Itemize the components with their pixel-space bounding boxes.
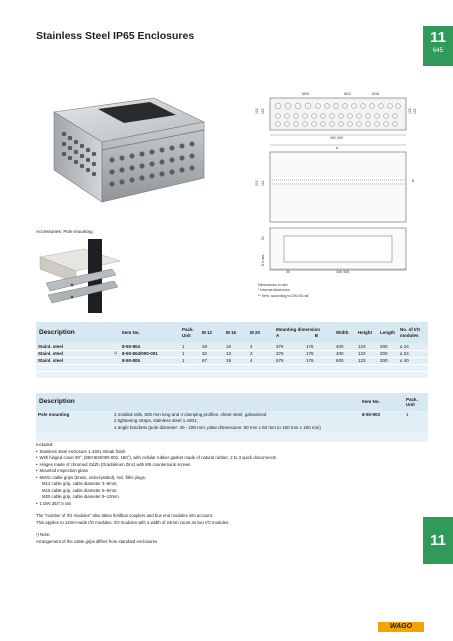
cell-item: 8-50-805 xyxy=(120,357,180,364)
included-section xyxy=(36,442,416,545)
dim-side-b: B xyxy=(412,179,415,183)
list-item: • 1 DIN 35/7.5 rail xyxy=(36,501,416,508)
accessories-label: Accessories: Pole mounting xyxy=(36,229,93,234)
cell-contents xyxy=(112,411,360,432)
cell-pack: 1 xyxy=(180,357,200,364)
dim-inner-30: 30 xyxy=(261,236,265,240)
footnote-title: ¹) Note: xyxy=(36,532,51,537)
dim-left-2: 115 xyxy=(261,108,265,114)
list-item: • With hinged cover 90°, (850-804/000-001: 180°), with cellular rubber gasket made of natural rubber; 2 to 3 quick disconnects xyxy=(36,455,416,462)
dim-base-30: 30 xyxy=(286,270,290,274)
page-title: Stainless Steel IP65 Enclosures xyxy=(36,30,195,42)
cell-m12: 67 xyxy=(200,357,224,364)
wago-logo: WAGO xyxy=(378,622,424,632)
cell-length: 200 xyxy=(378,343,398,350)
enclosure-photo xyxy=(36,92,214,217)
col-spacer xyxy=(112,393,360,411)
chapter-number: 11 xyxy=(430,29,446,46)
cell-m20: 2 xyxy=(248,350,274,357)
dim-a: A xyxy=(336,146,339,150)
col-a: A xyxy=(276,332,280,338)
cell-m16: 19 xyxy=(224,357,248,364)
col-m20: M 20 xyxy=(248,322,274,343)
dim-right-1: 123 xyxy=(408,108,412,114)
dim-right-2: 115 xyxy=(413,108,417,114)
table-row xyxy=(36,357,428,364)
chapter-tab xyxy=(423,26,453,66)
cell-m12: 28 xyxy=(200,343,224,350)
col-m16: M 16 xyxy=(224,322,248,343)
table-spacer xyxy=(36,371,428,378)
list-subitem: M20 cable grip, cable diameter 9–13mm xyxy=(42,494,119,499)
dim-height-1: 200 xyxy=(255,180,259,186)
table-header-row xyxy=(36,322,428,343)
cell-desc: Pole mounting xyxy=(36,411,112,432)
contents-line: 2 molded rails, 600 mm long and 4 clamping profiles, sheet steel, galvanized xyxy=(114,412,267,417)
col-m12: M 12 xyxy=(200,322,224,343)
modules-note-2: This applies to 12mm-wide I/O modules. I/O modules with a width of 24mm count as two I/O modules. xyxy=(36,519,230,525)
cell-width: 600 xyxy=(334,357,356,364)
contents-line: 2 tightening straps, stainless steel 1.4301; xyxy=(114,418,198,424)
cell-modules: ≤ 24 xyxy=(398,343,428,350)
dim-inner-85: 8.5 mm xyxy=(261,254,265,266)
dim-width: 400, 600 xyxy=(330,136,344,140)
cell-b: 176 xyxy=(304,357,334,364)
cell-m20: 4 xyxy=(248,357,274,364)
col-item-no: Item No. xyxy=(120,322,180,343)
note-line: ** Item: according to DIN 35 rail xyxy=(258,293,309,298)
cell-height: 123 xyxy=(356,350,378,357)
chapter-side-tab: 11 xyxy=(423,517,453,564)
cell-width: 400 xyxy=(334,350,356,357)
pole-mounting-photo xyxy=(36,239,120,313)
page-number: 645 xyxy=(432,48,443,54)
col-pack-unit: Pack. Unit xyxy=(404,393,428,411)
col-pack-unit: Pack. Unit xyxy=(180,322,200,343)
cell-desc: Stainl. steel xyxy=(36,350,114,357)
col-mounting xyxy=(274,322,334,343)
cell-width: 400 xyxy=(334,343,356,350)
cell-m12: 32 xyxy=(200,350,224,357)
col-modules: No. of I/O modules xyxy=(398,322,428,343)
col-width: Width xyxy=(334,322,356,343)
cell-b: 176 xyxy=(304,343,334,350)
table-spacer xyxy=(36,432,428,442)
cell-modules: ≤ 40 xyxy=(398,357,428,364)
contents-line: 4 angle brackets (pole diameter: 40 - 190 mm; plate dimensions: 50 mm x 50 mm to 150 mm x 150 mm) xyxy=(114,424,321,430)
dim-height-2: 112 xyxy=(261,180,265,186)
cell-length: 200 xyxy=(378,357,398,364)
cell-m20: 4 xyxy=(248,343,274,350)
included-list xyxy=(36,449,416,508)
cell-a: 376 xyxy=(274,343,304,350)
dim-left-1: 123 xyxy=(255,108,259,114)
list-item: • Stainless steel enclosure 1.4301 streak finish xyxy=(36,449,416,456)
footnote-text: Arrangement of the cable grips differs from standard enclosures xyxy=(36,538,158,544)
cell-pack: 1 xyxy=(404,411,428,432)
col-length: Length xyxy=(378,322,398,343)
cell-footnote: 1) xyxy=(114,350,120,357)
enclosure-table xyxy=(36,322,428,379)
cell-desc: Stainl. steel xyxy=(36,343,114,350)
col-height: Height xyxy=(356,322,378,343)
cell-pack: 1 xyxy=(180,350,200,357)
cell-desc: Stainl. steel xyxy=(36,357,114,364)
table-row xyxy=(36,411,428,432)
dim-base-width: 345, 545 xyxy=(336,270,350,274)
list-item: • Hinges made of chromed GdZn (Gradokirum Zinc) with M5 countersunk screws xyxy=(36,462,416,469)
list-item: • Metric cable grips (brass, nickel-plated), incl. filler plugs: xyxy=(36,475,416,482)
cell-modules: ≤ 24 xyxy=(398,350,428,357)
cell-item: 8-50-903 xyxy=(360,411,404,432)
label-m12: M12 xyxy=(344,92,351,96)
cell-m16: 16 xyxy=(224,343,248,350)
label-m20: M20 xyxy=(302,92,309,96)
col-description: Description xyxy=(36,322,114,343)
cell-height: 123 xyxy=(356,357,378,364)
cell-length: 200 xyxy=(378,350,398,357)
modules-note-1: The "number of I/O modules" also takes fieldbus couplers and bus end modules into account. xyxy=(36,513,214,518)
cell-height: 123 xyxy=(356,343,378,350)
label-m16: M16 xyxy=(372,92,379,96)
mounting-title: Mounting dimension xyxy=(276,327,320,332)
cell-item: 8-50-804 xyxy=(120,343,180,350)
col-b: B xyxy=(314,332,318,338)
cell-a: 576 xyxy=(274,357,304,364)
dimension-drawing xyxy=(248,90,420,285)
dimension-notes xyxy=(258,283,308,299)
cell-b: 176 xyxy=(304,350,334,357)
cell-m16: 13 xyxy=(224,350,248,357)
table-row xyxy=(36,343,428,350)
note-line: Dimensions in mm xyxy=(258,283,288,287)
cell-pack: 1 xyxy=(180,343,200,350)
note-line: * Internal dimension xyxy=(258,288,290,293)
included-heading: Included: xyxy=(36,442,54,447)
list-item: • Mounted inspection glass xyxy=(36,468,416,475)
list-subitem: M12 cable grip, cable diameter 3–6mm; xyxy=(42,481,118,486)
accessory-table xyxy=(36,393,428,442)
table-spacer xyxy=(36,364,428,371)
cell-item: 8-50-804/000-001 xyxy=(120,350,180,357)
cell-a: 376 xyxy=(274,350,304,357)
col-item-no: Item No. xyxy=(360,393,404,411)
table-row xyxy=(36,350,428,357)
list-subitem: M16 cable grip, cable diameter 5–9mm; xyxy=(42,487,118,493)
col-description: Description xyxy=(36,393,112,411)
table-header-row xyxy=(36,393,428,411)
